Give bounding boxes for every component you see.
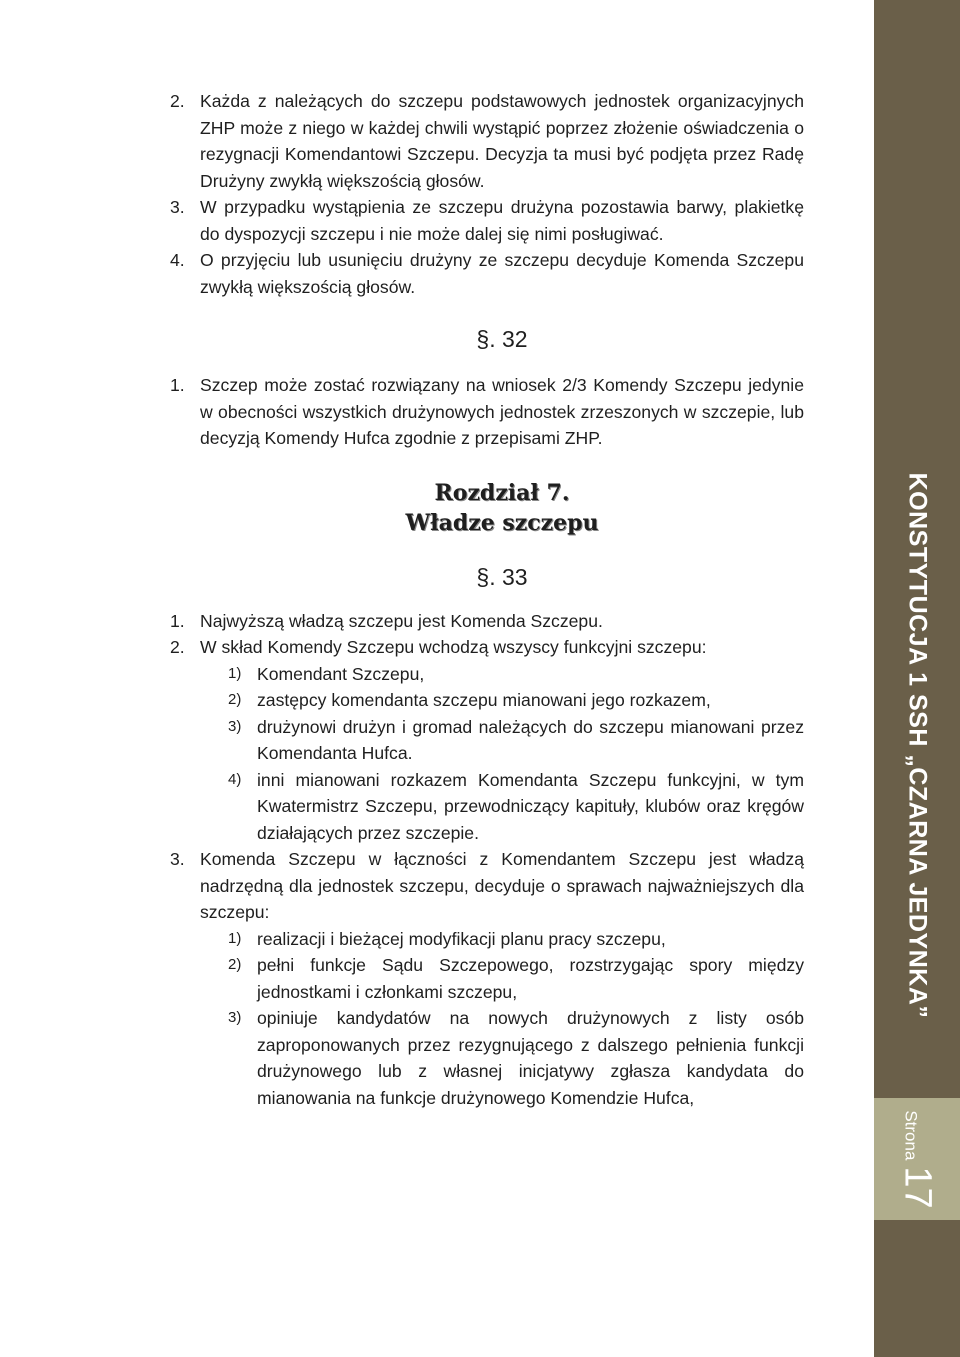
sub-item-number: 1): [228, 664, 242, 682]
sub-item: [228, 714, 804, 767]
sub-item: [228, 687, 804, 714]
sub-item-text: zastępcy komendanta szczepu mianowani jego rozkazem,: [257, 690, 711, 710]
sub-item-number: 2): [228, 956, 242, 973]
chapter-title: Władze szczepu: [405, 509, 599, 536]
list-item: [170, 608, 804, 635]
item-text: O przyjęciu lub usunięciu drużyny ze szczepu decyduje Komenda Szczepu zwykłą większością głosów.: [200, 250, 804, 297]
paragraph-heading-33: §. 33: [476, 563, 528, 590]
item-number: 3.: [170, 849, 185, 869]
sub-item: [228, 952, 804, 1005]
list-item: [170, 846, 804, 926]
sub-item-number: 3): [228, 717, 242, 735]
sub-item-number: 1): [228, 929, 242, 947]
item-number: 4.: [170, 250, 185, 270]
sidebar-title-text: KONSTYTUCJA 1 SSH „CZARNA JEDYNKA”: [903, 472, 932, 1018]
list-item: [170, 194, 804, 247]
sub-item: [228, 661, 804, 688]
page-label: Strona: [901, 1109, 921, 1160]
item-text: W skład Komendy Szczepu wchodzą wszyscy funkcyjni szczepu:: [200, 637, 707, 657]
sub-item-text: Komendant Szczepu,: [257, 663, 425, 684]
sub-item: [228, 926, 804, 953]
sub-item-text: drużynowi drużyn i gromad należących do szczepu mianowani przez Komendanta Hufca.: [257, 716, 804, 763]
paragraph-heading-32: §. 32: [476, 326, 528, 352]
sub-item-text: realizacji i bieżącej modyfikacji planu pracy szczepu,: [257, 928, 666, 949]
sub-item-number: 2): [228, 691, 242, 708]
page-number-group: [896, 1110, 939, 1208]
sub-item-number: 4): [228, 770, 242, 788]
item-number: 1.: [170, 610, 185, 631]
sub-item-text: opiniuje kandydatów na nowych drużynowych z listy osób zaproponowanych przez rezygnującego z dalszego pełnienia funkcji drużynowego lub z własnej inicjatywy zgłasza kandydata do mianowania na funkcje drużynowego Komendzie Hufca,: [257, 1008, 804, 1108]
document-body: [170, 88, 804, 1111]
sidebar-title: [874, 472, 960, 1018]
list-item: [170, 88, 804, 194]
page-number-tab: [874, 1098, 960, 1220]
item-text: Szczep może zostać rozwiązany na wniosek 2/3 Komendy Szczepu jedynie w obecności wszystkich drużynowych jednostek zrzeszonych w szczepie, lub decyzją Komendy Hufca zgodnie z przepisami ZHP.: [200, 375, 804, 448]
list-item: [170, 634, 804, 661]
chapter-number: Rozdział 7.: [434, 479, 570, 506]
list-item: [170, 247, 804, 300]
sub-item-text: inni mianowani rozkazem Komendanta Szczepu funkcyjni, w tym Kwatermistrz Szczepu, przewodniczący kapituły, klubów oraz kręgów działających przez szczepie.: [257, 769, 804, 843]
item-text: Najwyższą władzą szczepu jest Komenda Szczepu.: [200, 610, 603, 631]
item-text: W przypadku wystąpienia ze szczepu drużyna pozostawia barwy, plakietkę do dyspozycji szczepu i nie może dalej się nimi posługiwać.: [200, 197, 804, 244]
item-text: Komenda Szczepu w łączności z Komendantem Szczepu jest władzą nadrzędną dla jednostek szczepu, decyduje o sprawach najważniejszych dla szczepu:: [200, 849, 804, 922]
sub-item-text: pełni funkcje Sądu Szczepowego, rozstrzygając spory między jednostkami i członkami szczepu,: [257, 955, 804, 1002]
sub-item-number: 3): [228, 1009, 242, 1026]
list-item: [170, 372, 804, 452]
item-number: 2.: [170, 91, 185, 111]
item-number: 3.: [170, 197, 185, 217]
item-number: 1.: [170, 375, 185, 395]
item-text: Każda z należących do szczepu podstawowych jednostek organizacyjnych ZHP może z niego w każdej chwili wystąpić poprzez złożenie oświadczenia o rezygnacji Komendantowi Szczepu. Decyzja ta musi być podjęta przez Radę Drużyny zwykłą większością głosów.: [200, 91, 804, 191]
sub-item: [228, 1005, 804, 1111]
page-number: 17: [896, 1165, 939, 1209]
sub-item: [228, 767, 804, 847]
item-number: 2.: [170, 637, 185, 657]
